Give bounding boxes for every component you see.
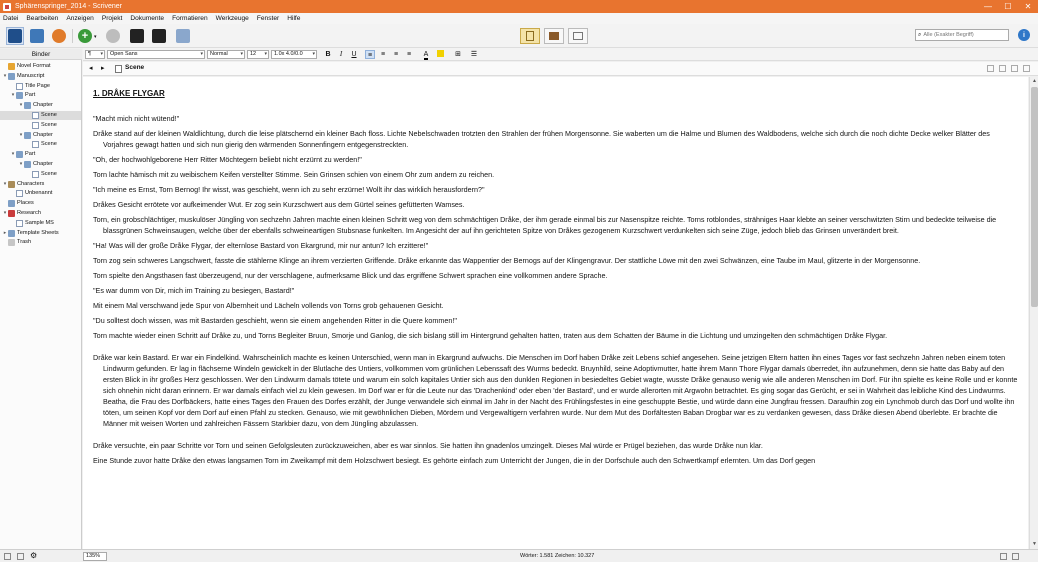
editor-header-bar: [83, 62, 1038, 76]
binder-item[interactable]: [0, 150, 81, 159]
text-color-icon: A: [423, 51, 429, 58]
binder-item-label: Title Page: [25, 82, 50, 89]
binder-item[interactable]: [0, 199, 81, 208]
underline-button[interactable]: U: [351, 51, 357, 58]
binder-item-label: Trash: [17, 239, 32, 246]
binder-item-label: Scene: [41, 112, 57, 118]
binder-item[interactable]: [0, 180, 81, 189]
table-icon: ⊞: [455, 51, 461, 58]
doc-icon: [32, 112, 39, 119]
lock-button[interactable]: [128, 27, 146, 45]
style-select[interactable]: ¶ ▾: [85, 50, 105, 59]
highlighter-icon: [437, 50, 444, 57]
list-icon: ☰: [470, 51, 478, 58]
binder-item[interactable]: [0, 229, 81, 238]
font-size-select[interactable]: 12 ▾: [247, 50, 269, 59]
folder-icon: [8, 73, 15, 80]
folder-icon: [8, 200, 15, 207]
binder-item-label: Places: [17, 200, 34, 207]
disclosure-triangle-icon[interactable]: ▾: [11, 92, 15, 99]
zoom-select[interactable]: 135%: [83, 552, 107, 561]
target-icon[interactable]: [1000, 553, 1007, 560]
delete-button[interactable]: [104, 27, 122, 45]
search-icon: ⌕: [918, 31, 922, 38]
paragraph: "Ha! Was will der große Dråke Flygar, der elternlose Bastard von Ekargrund, mir nur antun? Ich erzittere!": [93, 241, 429, 250]
menu-dokumente[interactable]: Dokumente: [130, 15, 165, 22]
binder-item-label: Unbenannt: [25, 190, 53, 197]
binder-item[interactable]: [0, 72, 81, 81]
lock-icon: [130, 29, 144, 43]
binder-item-label: Chapter: [33, 161, 53, 167]
bookmark-icon[interactable]: [987, 65, 994, 72]
paragraph: Torn zog sein schweres Langschwert, fasste die stählerne Klinge an ihrem verzierten Griffende. Dråke erkannte das Wappentier der Bernogs auf der Klingengravur. Der stattliche Löwe mit den zwei Schwänzen, eine Taube im Maul, glitzerte in der Morgensonne.: [93, 256, 921, 265]
binder-item-label: Research: [17, 210, 41, 216]
search-input[interactable]: [923, 32, 1003, 38]
disclosure-triangle-icon[interactable]: ▾: [19, 102, 23, 109]
disclosure-triangle-icon[interactable]: ▾: [3, 210, 7, 216]
binder-panel: [0, 60, 82, 549]
trash-icon: [8, 239, 15, 246]
binder-item[interactable]: [0, 160, 81, 169]
folder-icon: [24, 132, 31, 139]
binder-item-label: Scene: [41, 170, 57, 177]
minimize-icon[interactable]: —: [984, 2, 992, 11]
binder-item-label: Scene: [41, 121, 57, 128]
align-justify-icon: ≡: [406, 51, 412, 58]
align-left-icon: ≡: [367, 52, 373, 59]
outliner-icon: [573, 32, 583, 40]
binder-item-label: Sample MS: [25, 219, 54, 226]
menu-werkzeuge[interactable]: Werkzeuge: [215, 15, 249, 22]
line-spacing-select[interactable]: 1.0x 4.0/0.0 ▾: [271, 50, 317, 59]
binder-item[interactable]: [0, 82, 81, 91]
corkboard-icon: [549, 32, 559, 40]
disclosure-triangle-icon[interactable]: ▸: [3, 229, 7, 236]
window-title: Sphärenspringer_2014 - Scrivener: [15, 3, 123, 10]
menu-hilfe[interactable]: Hilfe: [287, 15, 301, 22]
paragraph: Torn lachte hämisch mit zu weibischem Keifen verstellter Stimme. Sein Grinsen schien von einem Ohr zum andern zu reichen.: [93, 170, 495, 179]
doc-icon: [16, 83, 23, 90]
binder-item[interactable]: [0, 91, 81, 100]
binder-item[interactable]: [0, 219, 81, 228]
project-search-box[interactable]: [915, 29, 1009, 41]
settings-gear-icon[interactable]: ⚙: [30, 551, 38, 560]
new-folder-icon[interactable]: [17, 553, 24, 560]
binder-header: Binder: [0, 49, 82, 60]
doc-icon: [32, 171, 39, 178]
binder-item[interactable]: [0, 62, 81, 71]
paragraph: "Oh, der hochwohlgeborene Herr Ritter Möchtegern beliebt nicht erzürnt zu werden!": [93, 155, 362, 164]
compile-icon: [176, 29, 190, 43]
footer-bar: [0, 549, 1038, 562]
disclosure-triangle-icon[interactable]: ▾: [19, 131, 23, 138]
document-title[interactable]: Scene: [125, 64, 145, 71]
format-bar: [83, 48, 1038, 61]
new-doc-icon[interactable]: [4, 553, 11, 560]
forward-arrow-icon[interactable]: ▸: [101, 65, 105, 72]
snapshot-icon: [152, 29, 166, 43]
binder-item-label: Chapter: [33, 102, 53, 109]
align-justify-button[interactable]: [404, 50, 414, 59]
add-document-button[interactable]: [76, 27, 94, 45]
folder-icon: [24, 102, 31, 109]
split-editor-icon[interactable]: [999, 65, 1006, 72]
binder-item-label: Template Sheets: [17, 229, 59, 236]
binder-toggle-button[interactable]: [6, 27, 24, 45]
folder-icon: [16, 151, 23, 158]
binder-item[interactable]: [0, 189, 81, 198]
compile-button[interactable]: [174, 27, 192, 45]
menu-projekt[interactable]: Projekt: [101, 15, 123, 22]
disclosure-triangle-icon[interactable]: ▾: [11, 151, 15, 158]
scrivener-app-icon: [3, 3, 11, 11]
snapshot-button[interactable]: [150, 27, 168, 45]
inspector-icon[interactable]: [1011, 65, 1018, 72]
chevron-down-icon[interactable]: ▾: [94, 34, 97, 40]
align-center-icon: ≡: [380, 51, 386, 58]
binder-icon: [8, 29, 22, 43]
collections-button[interactable]: [28, 27, 46, 45]
paragraph: "Es war dumm von Dir, mich im Training zu besiegen, Bastard!": [93, 286, 295, 295]
font-weight-select[interactable]: Normal ▾: [207, 50, 245, 59]
menu-bar: [0, 13, 1038, 24]
scroll-thumb[interactable]: [1031, 87, 1038, 307]
binder-item-label: Novel Format: [17, 63, 51, 69]
binder-item[interactable]: [0, 140, 81, 149]
paragraph: "Macht mich nicht wütend!": [93, 114, 180, 123]
back-arrow-icon[interactable]: ◂: [89, 65, 93, 72]
doc-icon: [16, 220, 23, 227]
text-editor[interactable]: [83, 77, 1028, 549]
characters-icon: [8, 181, 15, 188]
research-icon: [8, 210, 15, 217]
sync-icon: [52, 29, 66, 43]
editor-content[interactable]: [93, 89, 1018, 470]
paragraph: Torn spielte den Angsthasen fast überzeugend, nur der verschlagene, aufmerksame Blick und das ergriffene Schwert sprachen eine vollkommen andere Sprache.: [93, 271, 608, 280]
paragraph: Dråke versuchte, ein paar Schritte vor Torn und seinen Gefolgsleuten zurückzuweichen, aber es war sinnlos. Sie hatten ihn gnadenlos umzingelt. Dieses Mal würde er Prügel beziehen, das wurde Dråke nun klar.: [93, 441, 763, 450]
menu-formatieren[interactable]: Formatieren: [172, 15, 208, 22]
bold-button[interactable]: B: [325, 51, 331, 58]
scene-heading: 1. DRÅKE FLYGAR: [93, 89, 165, 98]
binder-item[interactable]: [0, 170, 81, 179]
binder-item-label: Chapter: [33, 131, 53, 138]
paragraph: "Ich meine es Ernst, Torn Bernog! Ihr wisst, was geschieht, wenn ich zu sehr erzürne! Wollt ihr das wirklich herausfordern?": [93, 185, 485, 194]
menu-fenster[interactable]: Fenster: [256, 15, 280, 22]
binder-item-label: Manuscript: [17, 72, 45, 79]
paragraph: Dråke war kein Bastard. Er war ein Findelkind. Wahrscheinlich machte es keinen Unterschied, wenn man in Ekargrund aufwuchs. Die Menschen im Dorf haben Dråke zeit Lebens schief angesehen. Seine jetzigen Eltern hatten ihn eines Tages vor fast sechzehn Jahren neben einem toten Lindwurm gefunden. Er lag in flächserne Windeln gewickelt in der Blutlache des Untiers, vollkommen vom grünlichen Lebenssaft des Wurms bedeckt. Bruynhild, seine Adoptivmutter, hatte ihrem Mann Thore Flygar damals überredet, ihn aufzunehmen, denn sie hatte das Baby auf den ersten Blick in ihr großes Herz geschlossen. Wer den Lindwurm damals tötete und warum ein solch kapitales Untier sich aus den dunklen Regionen in besiedeltes Gebiet wagte, wusste Dråke genauso wenig wie alle anderen Menschen im Dorf. Für ihn spielte es keine Rolle und er konnte sich ohnehin nicht daran erinnern. Er war damals einfach viel zu klein gewesen. Im Dorf war er für die Leute nur das 'Drachenkind' oder eben 'der Bastard', und er wurde allerorten mit Argwohn betrachtet. Es ging sogar das Gerücht, er sei in Wahrheit das leibliche Kind des Lindwurms. Beatha, die Frau des Dorfbäckers, hatte eines Tages den Frauen des Dorfes erzählt, der Junge verwandele sich einmal im Jahr in der Nacht des Frühlingsfestes in eine geschuppte Bestie, und würde dann eine Jungfrau fressen. Daraufhin zog ein Lynchmob durch das Dorf und wollte ihn töten, um seinen Kopf vor dem Dorf auf einen Pfahl zu stecken. Genauso, wie mit gewöhnlichen Dieben, Mördern und Vergewaltigern verfahren wurde. Nur dem Mut des Dorfältesten Baban Drogbar war es zu verdanken gewesen, dass Dråke diesen Abend überlebte. Er brachte die Männer mit weisen Worten und zahlreichen Fässern Starkbier dazu, von dem Jüngling abzulassen.: [93, 353, 1018, 428]
menu-anzeigen[interactable]: Anzeigen: [66, 15, 94, 22]
folder-icon: [16, 92, 23, 99]
window-controls: [978, 0, 1038, 13]
format-icon: [8, 63, 15, 70]
align-right-icon: ≡: [393, 51, 399, 58]
scroll-down-icon[interactable]: ▼: [1032, 541, 1037, 547]
scroll-up-icon[interactable]: ▲: [1032, 78, 1037, 84]
corkboard-view-button[interactable]: [544, 28, 564, 44]
binder-item-label: Scene: [41, 141, 57, 148]
disclosure-triangle-icon[interactable]: ▾: [3, 72, 7, 79]
title-bar[interactable]: [0, 0, 1038, 13]
project-sync-button[interactable]: [50, 27, 68, 45]
align-center-button[interactable]: [378, 50, 388, 59]
main-toolbar: [0, 24, 1038, 48]
word-count: Wörter: 1.581 Zeichen: 10.327: [520, 553, 595, 559]
doc-icon: [115, 65, 122, 73]
folder-icon: [24, 161, 31, 168]
text-color-button[interactable]: [421, 50, 431, 59]
info-icon: i: [1023, 31, 1025, 39]
paragraph: "Du solltest doch wissen, was mit Bastarden geschieht, wenn sie einem angehenden Ritter in die Quere kommen!": [93, 316, 457, 325]
scrivenings-view-button[interactable]: [520, 28, 540, 44]
menu-datei[interactable]: Datei: [3, 15, 19, 22]
paragraph: Mit einem Mal verschwand jede Spur von Albernheit und Lächeln vollends von Torns grob gehauenen Gesicht.: [93, 301, 444, 310]
italic-button[interactable]: I: [339, 50, 343, 58]
binder-item[interactable]: [0, 209, 81, 218]
folder-icon: [30, 29, 44, 43]
font-family-select[interactable]: Open Sans ▾: [107, 50, 205, 59]
paragraph: Torn, ein grobschlächtiger, muskulöser Jüngling von sechzehn Jahren machte einen kleinen Schritt weg von dem schmächtigen Dråke, der ihm gerade einmal bis zur Nasenspitze reichte. Torns rotblondes, strähniges Haar klebte an seiner verschwitzten Stirn und bedeckte teilweise die blassgrünen Schweinsaugen, welche über der ebenfalls schweineartigen Stubsnase funkelten. Im Angesicht der auf ihn gerichteten Spitze von Dråkes gezogenem Kurzschwert verdunkelten sich seine Züge, jedoch blieb das Grinsen unverändert breit.: [93, 215, 997, 235]
maximize-icon[interactable]: ☐: [1004, 2, 1012, 11]
align-left-button[interactable]: [365, 50, 375, 59]
list-button[interactable]: [469, 50, 479, 59]
help-button[interactable]: [1018, 29, 1030, 41]
delete-icon: [106, 29, 120, 43]
close-icon[interactable]: ✕: [1024, 2, 1032, 11]
binder-item[interactable]: [0, 101, 81, 110]
paragraph: Dråke stand auf der kleinen Waldlichtung, durch die leise plätschernd ein kleiner Bach floss. Lichte Nebelschwaden trotzten den Strahlen der frühen Morgensonne. Sie waberten um die Halme und Blumen des Waldbodens, welche sich durch die noch dichte Decke welker Blätter des Vorjahres gewagt hatten und sich nun gierig den wärmenden Sonnenfingern entgegenstreckten.: [93, 129, 990, 149]
disclosure-triangle-icon[interactable]: ▾: [3, 180, 7, 187]
highlight-button[interactable]: [435, 50, 445, 59]
document-view-icon: [526, 31, 534, 41]
label-icon[interactable]: [1012, 553, 1019, 560]
close-editor-icon[interactable]: [1023, 65, 1030, 72]
table-button[interactable]: [453, 50, 463, 59]
binder-item-label: Part: [25, 92, 36, 99]
paragraph: Eine Stunde zuvor hatte Dråke den etwas langsamen Torn im Zweikampf mit dem Holzschwert besiegt. Es gehörte einfach zum Unterricht der Jungen, die in der Dorfschule auch den Schwertkampf erlernten. Um das Dorf gegen: [93, 456, 816, 465]
binder-item[interactable]: [0, 238, 81, 247]
binder-item-label: Characters: [17, 180, 45, 187]
paragraph: Torn machte wieder einen Schritt auf Dråke zu, und Torns Begleiter Bruun, Smorje und Ganlog, die sich bislang still im Hintergrund gehalten hatten, traten aus dem Schatten der Bäume in die Lichtung und umzingelten den schmächtigen Dråke Flygar.: [93, 331, 888, 340]
plus-icon: +: [78, 29, 92, 43]
paragraph: Dråkes Gesicht errötete vor aufkeimender Wut. Er zog sein Kurzschwert aus dem Gürtel seines gefütterten Wamses.: [93, 200, 465, 209]
doc-icon: [16, 190, 23, 197]
align-right-button[interactable]: [391, 50, 401, 59]
binder-item[interactable]: [0, 121, 81, 130]
disclosure-triangle-icon[interactable]: ▾: [19, 161, 23, 167]
doc-icon: [32, 122, 39, 129]
binder-item[interactable]: [0, 111, 81, 120]
doc-icon: [32, 141, 39, 148]
binder-item[interactable]: [0, 131, 81, 140]
menu-bearbeiten[interactable]: Bearbeiten: [26, 15, 59, 22]
binder-item-label: Part: [25, 151, 36, 158]
editor-scrollbar[interactable]: [1029, 77, 1038, 549]
outliner-view-button[interactable]: [568, 28, 588, 44]
folder-icon: [8, 230, 15, 237]
